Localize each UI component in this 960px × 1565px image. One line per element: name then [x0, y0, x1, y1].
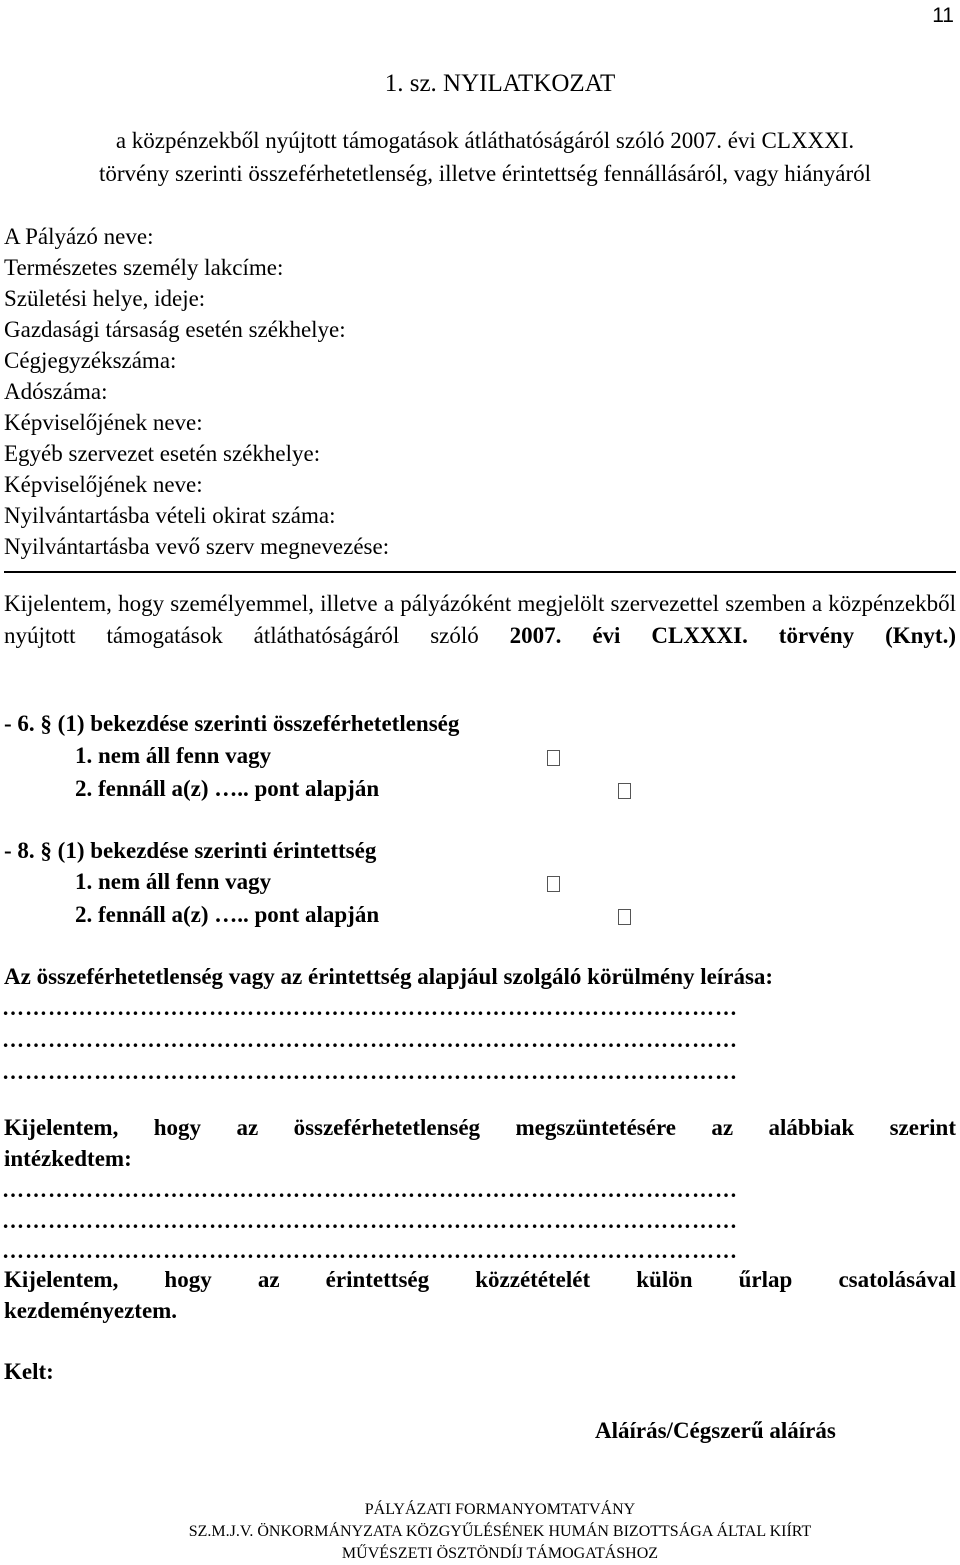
kelt-label: Kelt:: [4, 1359, 54, 1384]
description-dots-line: ……………………………………………………………………………………: [2, 995, 738, 1020]
page-title: 1. sz. NYILATKOZAT: [384, 70, 616, 97]
measures-dots-line: ……………………………………………………………………………………: [2, 1208, 738, 1233]
measures-line-1: Kijelentem, hogy az összeférhetetlenség megszüntetésére az alábbiak szerint: [4, 1115, 956, 1140]
subtitle-line-2: törvény szerinti összeférhetetlenség, illetve érintettség fennállásáról, vagy hiányáról: [98, 161, 872, 186]
footer-line-1: PÁLYÁZATI FORMANYOMTATVÁNY: [364, 1501, 636, 1518]
footer-line-2: SZ.M.J.V. ÖNKORMÁNYZATA KÖZGYŰLÉSÉNEK HUMÁN BIZOTTSÁGA ÁLTAL KIÍRT: [188, 1523, 812, 1540]
field-other-org-seat: Egyéb szervezet esetén székhelye:: [4, 441, 321, 466]
description-dots-line: ……………………………………………………………………………………: [2, 1027, 738, 1052]
measures-line-2: intézkedtem:: [4, 1146, 132, 1171]
field-tax-number: Adószáma:: [4, 379, 108, 404]
footer-line-3: MŰVÉSZETI ÖSZTÖNDÍJ TÁMOGATÁSHOZ: [341, 1545, 659, 1562]
field-registry-authority: Nyilvántartásba vevő szerv megnevezése:: [4, 534, 390, 559]
measures-dots-line: ……………………………………………………………………………………: [2, 1238, 738, 1263]
declaration-paragraph: [4, 588, 956, 652]
field-address: Természetes személy lakcíme:: [4, 255, 284, 280]
page-number: 11: [932, 4, 954, 27]
declaration-text: [4, 588, 956, 652]
involvement-option-2: 2. fennáll a(z) ….. pont alapján: [75, 902, 380, 927]
involvement-checkbox-2[interactable]: [618, 909, 631, 925]
involvement-option-1: 1. nem áll fenn vagy: [75, 869, 272, 894]
involvement-heading: - 8. § (1) bekezdése szerinti érintettség: [4, 838, 377, 863]
field-other-representative-name: Képviselőjének neve:: [4, 472, 203, 497]
measures-dots-line: ……………………………………………………………………………………: [2, 1177, 738, 1202]
involvement-checkbox-1[interactable]: [547, 876, 560, 892]
signature-label: Aláírás/Cégszerű aláírás: [595, 1418, 836, 1443]
incompatibility-option-2: 2. fennáll a(z) ….. pont alapján: [75, 776, 380, 801]
separator-line: [4, 571, 956, 573]
incompatibility-checkbox-1[interactable]: [547, 750, 560, 766]
incompatibility-option-1: 1. nem áll fenn vagy: [75, 743, 272, 768]
field-birth-place-date: Születési helye, ideje:: [4, 286, 206, 311]
publication-line-2: kezdeményeztem.: [4, 1298, 178, 1323]
field-registry-document-number: Nyilvántartásba vételi okirat száma:: [4, 503, 336, 528]
publication-line-1: Kijelentem, hogy az érintettség közzétételét külön űrlap csatolásával: [4, 1267, 956, 1292]
incompatibility-checkbox-2[interactable]: [618, 783, 631, 799]
subtitle-line-1: a közpénzekből nyújtott támogatások átláthatóságáról szóló 2007. évi CLXXXI.: [115, 128, 855, 153]
field-registration-number: Cégjegyzékszáma:: [4, 348, 177, 373]
field-representative-name: Képviselőjének neve:: [4, 410, 203, 435]
declaration-normal: Kijelentem, hogy személyemmel, illetve a pályázóként megjelölt szervezettel szemben a közpénzekből nyújtott támogatások átláthatóságáról szóló: [4, 591, 956, 648]
description-heading: Az összeférhetetlenség vagy az érintettség alapjául szolgáló körülmény leírása:: [4, 964, 774, 989]
field-company-seat: Gazdasági társaság esetén székhelye:: [4, 317, 346, 342]
incompatibility-heading: - 6. § (1) bekezdése szerinti összeférhetetlenség: [4, 711, 460, 736]
description-dots-line: ……………………………………………………………………………………: [2, 1059, 738, 1084]
field-applicant-name: A Pályázó neve:: [4, 224, 154, 249]
declaration-bold: 2007. évi CLXXXI. törvény (Knyt.): [509, 623, 956, 648]
